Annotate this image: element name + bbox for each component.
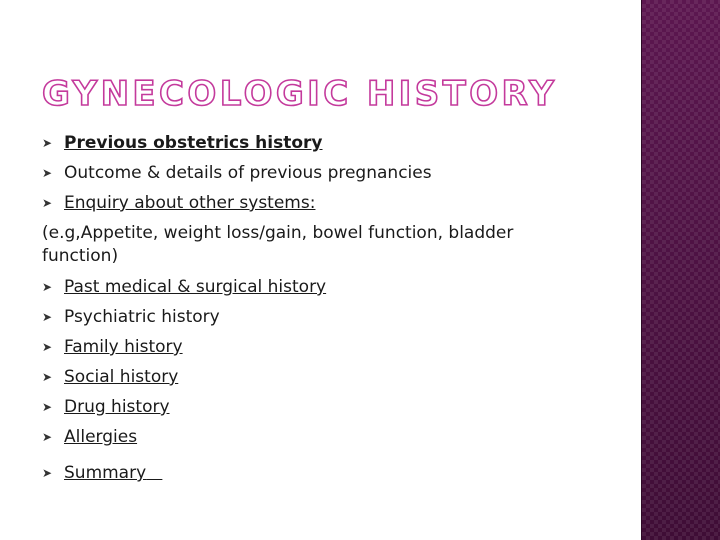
arrowhead-bullet-icon: ➤ xyxy=(42,166,53,180)
list-item xyxy=(42,132,323,154)
arrowhead-bullet-icon: ➤ xyxy=(42,466,53,480)
list-item-label[interactable]: Drug history xyxy=(64,397,170,417)
list-item xyxy=(42,396,170,418)
arrowhead-bullet-icon: ➤ xyxy=(42,340,53,354)
summary-link[interactable]: Summary xyxy=(64,463,147,483)
list-item-label[interactable]: Past medical & surgical history xyxy=(64,277,327,297)
summary-trailing-underline xyxy=(146,463,162,483)
list-item xyxy=(42,336,183,358)
note-line-2: function) xyxy=(42,246,119,266)
list-item xyxy=(42,162,432,184)
list-item xyxy=(42,306,220,328)
list-item xyxy=(42,192,315,214)
arrowhead-bullet-icon: ➤ xyxy=(42,136,53,150)
arrowhead-bullet-icon: ➤ xyxy=(42,430,53,444)
list-item-label[interactable]: Family history xyxy=(64,337,183,357)
arrowhead-bullet-icon: ➤ xyxy=(42,280,53,294)
list-item xyxy=(42,276,326,298)
list-item xyxy=(42,366,178,388)
list-item xyxy=(42,426,137,448)
arrowhead-bullet-icon: ➤ xyxy=(42,370,53,384)
arrowhead-bullet-icon: ➤ xyxy=(42,400,53,414)
list-item-label[interactable]: Previous obstetrics history xyxy=(64,133,323,153)
list-item-label[interactable]: Social history xyxy=(64,367,179,387)
list-item-label: Psychiatric history xyxy=(64,307,220,327)
list-item-label: Outcome & details of previous pregnancies xyxy=(64,163,432,183)
note-line-1: (e.g,Appetite, weight loss/gain, bowel function, bladder xyxy=(42,223,514,243)
arrowhead-bullet-icon: ➤ xyxy=(42,310,53,324)
list-item-label[interactable]: Enquiry about other systems: xyxy=(64,193,316,213)
decorative-side-panel xyxy=(641,0,720,540)
list-item-summary xyxy=(42,462,162,484)
list-item-label[interactable]: Allergies xyxy=(64,427,138,447)
slide-title: GYNECOLOGIC HISTORY xyxy=(42,74,558,114)
arrowhead-bullet-icon: ➤ xyxy=(42,196,53,210)
